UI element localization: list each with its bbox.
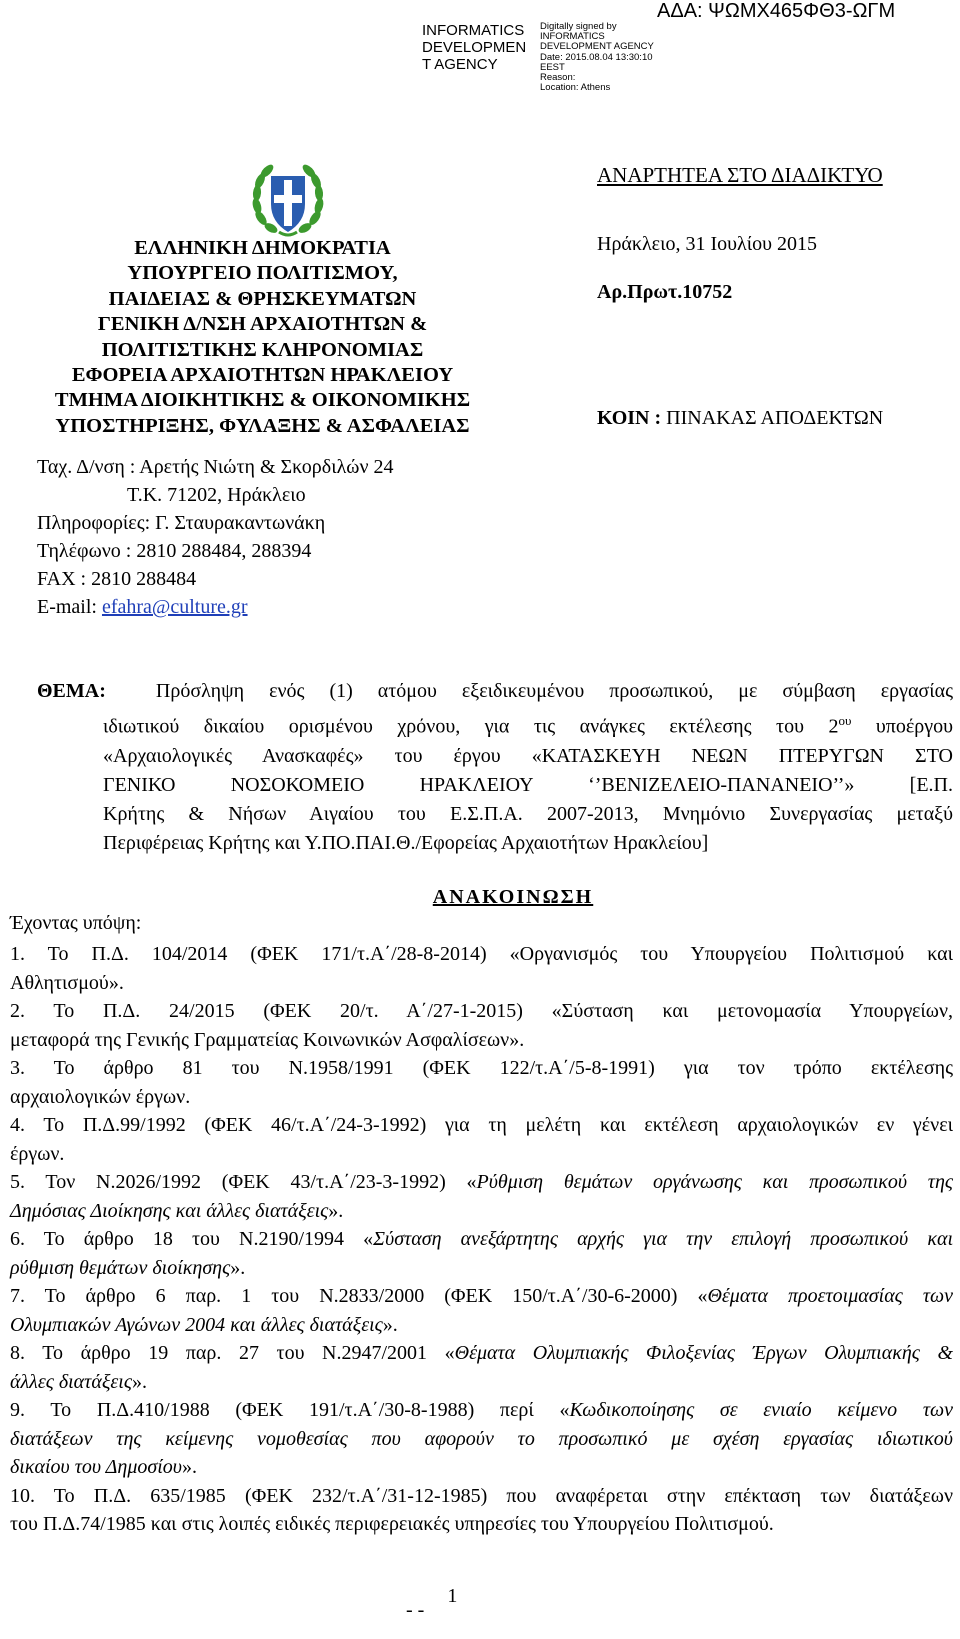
signature-detail-line: EEST xyxy=(540,61,565,73)
email-label: E-mail: xyxy=(37,596,102,618)
issuer-line: ΓΕΝΙΚΗ Δ/ΝΣΗ ΑΡΧΑΙΟΤΗΤΩΝ & xyxy=(97,313,428,336)
list-item-line xyxy=(10,1368,953,1397)
list-text-italic: Ρύθμιση θεμάτων οργάνωσης και προσωπικού της xyxy=(476,1171,953,1193)
list-text: 8. Το άρθρο 19 παρ. 27 του Ν.2947/2001 « xyxy=(10,1342,455,1364)
issuer-line: ΕΛΛΗΝΙΚΗ ΔΗΜΟΚΡΑΤΙΑ xyxy=(134,237,391,259)
list-text-italic: δικαίου του Δημοσίου xyxy=(10,1456,182,1478)
list-text-italic: Θέματα προετοιμασίας των xyxy=(707,1285,953,1307)
legal-basis-list xyxy=(10,940,953,1539)
list-text: ». xyxy=(230,1256,246,1279)
list-text-italic: Θέματα Ολυμπιακής Φιλοξενίας Έργων Ολυμπιακής & xyxy=(454,1342,953,1364)
list-item-line: 2. Το Π.Δ. 24/2015 (ΦΕΚ 20/τ. Α΄/27-1-2015) «Σύσταση και μετονομασία Υπουργείων, xyxy=(10,1000,953,1022)
email-link[interactable]: efahra@culture.gr xyxy=(101,596,248,618)
list-text: 6. Το άρθρο 18 του Ν.2190/1994 « xyxy=(10,1228,374,1250)
subject-line xyxy=(37,677,953,706)
list-item-line: του Π.Δ.74/1985 και στις λοιπές ειδικές περιφερειακές υπηρεσίες του Υπουργείου Πολιτισμού. xyxy=(10,1513,774,1535)
list-item-line xyxy=(10,1339,953,1368)
list-item-line: 1. Το Π.Δ. 104/2014 (ΦΕΚ 171/τ.Α΄/28-8-2014) «Οργανισμός του Υπουργείου Πολιτισμού και xyxy=(10,943,953,965)
list-text: ». xyxy=(328,1199,344,1222)
list-item-line: 3. Το άρθρο 81 του Ν.1958/1991 (ΦΕΚ 122/τ.Α΄/5-8-1991) για τον τρόπο εκτέλεσης xyxy=(10,1057,953,1079)
list-text-italic: Ολυμπιακών Αγώνων 2004 και άλλες διατάξεις xyxy=(10,1313,383,1336)
protocol-number: Αρ.Πρωτ.10752 xyxy=(597,281,733,303)
cc-label: ΚΟΙΝ : xyxy=(597,407,662,429)
list-item-line xyxy=(10,1396,953,1425)
list-text-italic: Κωδικοποίησης σε ενιαίο κείμενο των xyxy=(569,1399,954,1421)
issuer-line: ΕΦΟΡΕΙΑ ΑΡΧΑΙΟΤΗΤΩΝ ΗΡΑΚΛΕΙΟΥ xyxy=(71,364,454,387)
list-item-line: αρχαιολογικών έργων. xyxy=(10,1085,191,1108)
document-meta xyxy=(597,163,884,429)
subject-line: «Αρχαιολογικές Ανασκαφές» του έργου «ΚΑΤΑΣΚΕΥΗ ΝΕΩΝ ΠΤΕΡΥΓΩΝ ΣΤΟ xyxy=(103,744,953,767)
list-item-line: Αθλητισμού». xyxy=(10,971,124,994)
subject-line: Κρήτης & Νήσων Αιγαίου του Ε.Σ.Π.Α. 2007-2013, Μνημόνιο Συνεργασίας μεταξύ xyxy=(103,802,953,825)
list-item-line: 4. Το Π.Δ.99/1992 (ΦΕΚ 46/τ.Α΄/24-3-1992) για τη μελέτη και εκτέλεση αρχαιολογικών εν γένει xyxy=(10,1114,953,1136)
signature-detail-line: Digitally signed by xyxy=(540,21,617,32)
signature-agency xyxy=(422,22,542,73)
list-text-italic: διατάξεων της κείμενης νομοθεσίας που αφορούν το προσωπικό με σχέση εργασίας ιδιωτικού xyxy=(10,1427,953,1450)
issuer-line: ΠΑΙΔΕΙΑΣ & ΘΡΗΣΚΕΥΜΑΤΩΝ xyxy=(108,287,417,310)
page-footer xyxy=(406,1585,458,1622)
signature-detail-line: Location: Athens xyxy=(540,82,611,94)
cc-line xyxy=(597,407,883,430)
contact-info: Πληροφορίες: Γ. Σταυρακαντωνάκη xyxy=(37,512,326,534)
list-text-italic: ρύθμιση θεμάτων διοίκησης xyxy=(10,1256,231,1279)
list-item-line xyxy=(10,1254,953,1283)
page-number: 1 xyxy=(447,1585,458,1607)
list-text: ». xyxy=(382,1313,398,1336)
list-item-line: μεταφορά της Γενικής Γραμματείας Κοινωνικών Ασφαλίσεων». xyxy=(10,1028,525,1051)
signature-detail-line: Reason: xyxy=(540,72,576,84)
subject-line: Περιφέρειας Κρήτης και Υ.ΠΟ.ΠΑΙ.Θ./Εφορείας Αρχαιοτήτων Ηρακλείου] xyxy=(103,831,709,854)
signature-agency-line: INFORMATICS xyxy=(422,22,525,39)
contact-fax: FAX : 2810 288484 xyxy=(37,568,197,590)
subject-block xyxy=(37,677,953,858)
list-item-line xyxy=(10,1425,953,1454)
list-text: ». xyxy=(181,1456,197,1478)
address-street: Ταχ. Δ/νση : Αρετής Νιώτη & Σκορδιλών 24 xyxy=(37,456,394,478)
signature-detail-line: Date: 2015.08.04 13:30:10 xyxy=(540,51,653,63)
signature-agency-line: T AGENCY xyxy=(422,56,498,73)
subject-line xyxy=(37,706,953,742)
signature-agency-line: DEVELOPMEN xyxy=(422,39,527,56)
contact-email-row xyxy=(37,593,394,621)
greek-emblem-icon xyxy=(249,160,327,240)
announcement-title: ΑΝΑΚΟΙΝΩΣΗ xyxy=(432,886,594,908)
list-text: 9. Το Π.Δ.410/1988 (ΦΕΚ 191/τ.Α΄/30-8-1988) περί « xyxy=(10,1399,570,1421)
list-item-line xyxy=(10,1168,953,1197)
subject-text: Πρόσληψη ενός (1) ατόμου εξειδικευμένου προσωπικού, με σύμβαση εργασίας xyxy=(155,680,953,702)
list-item-line xyxy=(10,1225,953,1254)
list-text: ». xyxy=(131,1370,147,1393)
list-item-line xyxy=(10,1197,953,1226)
list-item-line: έργων. xyxy=(10,1142,65,1165)
signature-detail-line: INFORMATICS xyxy=(540,31,605,43)
list-text: 7. Το άρθρο 6 παρ. 1 του Ν.2833/2000 (ΦΕΚ 150/τ.Α΄/30-6-2000) « xyxy=(10,1285,708,1307)
contact-phone: Τηλέφωνο : 2810 288484, 288394 xyxy=(37,540,312,562)
address-postal: Τ.Κ. 71202, Ηράκλειο xyxy=(127,484,306,506)
list-text: 5. Τον Ν.2026/1992 (ΦΕΚ 43/τ.Α΄/23-3-1992) « xyxy=(10,1171,477,1193)
subject-superscript: ου xyxy=(838,713,852,728)
footer-dashes: - - xyxy=(406,1599,425,1621)
issuer-line: ΠΟΛΙΤΙΣΤΙΚΗΣ ΚΛΗΡΟΝΟΜΙΑΣ xyxy=(101,338,424,361)
list-item-line xyxy=(10,1453,953,1482)
issuer-header xyxy=(0,236,525,439)
subject-text: υποέργου xyxy=(851,715,954,738)
list-item-line xyxy=(10,1311,953,1340)
issuer-line: ΤΜΗΜΑ ΔΙΟΙΚΗΤΙΚΗΣ & ΟΙΚΟΝΟΜΙΚΗΣ xyxy=(54,389,471,412)
subject-line: ΓΕΝΙΚΟ ΝΟΣΟΚΟΜΕΙΟ ΗΡΑΚΛΕΙΟΥ ‘’ΒΕΝΙΖΕΛΕΙΟ-ΠΑΝΑΝΕΙΟ’’» [Ε.Π. xyxy=(103,773,953,796)
posting-notice: ΑΝΑΡΤΗΤΕΑ ΣΤΟ ΔΙΑΔΙΚΤΥΟ xyxy=(597,163,883,187)
list-text-italic: Σύσταση ανεξάρτητης αρχής για την επιλογή προσωπικού και xyxy=(373,1228,953,1250)
subject-label: ΘΕΜΑ: xyxy=(37,680,106,702)
subject-text: ιδιωτικού δικαίου ορισμένου χρόνου, για τις ανάγκες εκτέλεσης του 2 xyxy=(103,715,839,738)
signature-detail-line: DEVELOPMENT AGENCY xyxy=(540,41,654,53)
considering-heading: Έχοντας υπόψη: xyxy=(10,912,142,934)
list-item-line xyxy=(10,1282,953,1311)
ada-code: ΑΔΑ: ΨΩΜΧ465ΦΘ3-ΩΓΜ xyxy=(657,0,896,22)
contact-block xyxy=(37,453,394,621)
issuer-line: ΥΠΟΣΤΗΡΙΞΗΣ, ΦΥΛΑΞΗΣ & ΑΣΦΑΛΕΙΑΣ xyxy=(55,414,470,437)
signature-details xyxy=(540,22,680,93)
cc-value: ΠΙΝΑΚΑΣ ΑΠΟΔΕΚΤΩΝ xyxy=(661,407,884,429)
document-date: Ηράκλειο, 31 Ιουλίου 2015 xyxy=(597,233,817,255)
list-text-italic: Δημόσιας Διοίκησης και άλλες διατάξεις xyxy=(10,1199,329,1222)
list-item-line: 10. Το Π.Δ. 635/1985 (ΦΕΚ 232/τ.Α΄/31-12-1985) που αναφέρεται στην επέκταση των διατάξεων xyxy=(10,1484,953,1507)
list-text-italic: άλλες διατάξεις xyxy=(10,1370,132,1393)
issuer-line: ΥΠΟΥΡΓΕΙΟ ΠΟΛΙΤΙΣΜΟΥ, xyxy=(127,262,398,285)
